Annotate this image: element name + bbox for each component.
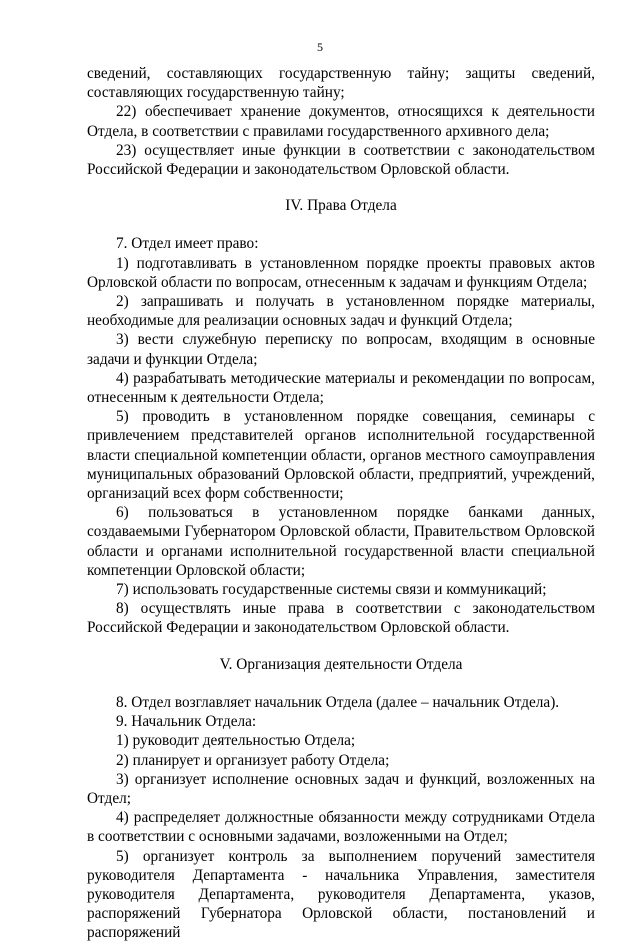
page-number: 5 <box>317 40 323 54</box>
section-heading-rights: IV. Права Отдела <box>285 197 397 215</box>
paragraph-rights-intro: 7. Отдел имеет право: <box>116 235 259 253</box>
paragraph-item-22: 22) обеспечивает хранение документов, относящихся к деятельности Отдела, в соответствии с правилами государственного архивного дела; <box>87 103 595 140</box>
paragraph-duty-1: 1) руководит деятельностью Отдела; <box>116 732 356 750</box>
paragraph-right-3: 3) вести служебную переписку по вопросам, входящим в основные задачи и функции Отдела; <box>87 331 595 368</box>
paragraph-duty-5: 5) организует контроль за выполнением поручений заместителя руководителя Департамента - начальника Управления, заместителя руководителя Департамента, руководителя Департамента, указов, распоряжений Губернатора Орловской области, постановлений и распоряжений <box>87 847 595 942</box>
paragraph-item-9: 9. Начальник Отдела: <box>116 713 257 731</box>
paragraph-duty-4: 4) распределяет должностные обязанности между сотрудниками Отдела в соответствии с основными задачами, возложенными на Отдел; <box>87 809 595 846</box>
document-body <box>87 64 595 943</box>
paragraph-continuation: сведений, составляющих государственную тайну; защиты сведений, составляющих государственную тайну; <box>87 65 595 102</box>
paragraph-duty-2: 2) планирует и организует работу Отдела; <box>116 751 390 769</box>
paragraph-right-6: 6) пользоваться в установленном порядке банками данных, создаваемыми Губернатором Орловской области, Правительством Орловской области и органами исполнительной государственной власти специальной компетенции Орловской области; <box>87 504 595 579</box>
paragraph-right-2: 2) запрашивать и получать в установленном порядке материалы, необходимые для реализации основных задач и функций Отдела; <box>87 293 595 330</box>
paragraph-item-8: 8. Отдел возглавляет начальник Отдела (далее – начальник Отдела). <box>116 693 560 711</box>
section-heading-organization: V. Организация деятельности Отдела <box>219 655 463 673</box>
paragraph-right-7: 7) использовать государственные системы связи и коммуникаций; <box>116 581 547 599</box>
paragraph-right-8: 8) осуществлять иные права в соответствии с законодательством Российской Федерации и законодательством Орловской области. <box>87 600 595 637</box>
paragraph-duty-3: 3) организует исполнение основных задач и функций, возложенных на Отдел; <box>87 770 595 807</box>
paragraph-right-5: 5) проводить в установленном порядке совещания, семинары с привлечением представителей органов исполнительной государственной власти специальной компетенции области, органов местного самоуправления муниципальных образований Орловской области, предприятий, учреждений, организаций всех форм собственности; <box>87 408 595 503</box>
paragraph-item-23: 23) осуществляет иные функции в соответствии с законодательством Российской Федерации и законодательством Орловской области. <box>87 141 595 179</box>
paragraph-right-4: 4) разрабатывать методические материалы и рекомендации по вопросам, отнесенным к деятельности Отдела; <box>87 369 595 407</box>
paragraph-right-1: 1) подготавливать в установленном порядке проекты правовых актов Орловской области по вопросам, отнесенным к задачам и функциям Отдела; <box>87 254 595 291</box>
